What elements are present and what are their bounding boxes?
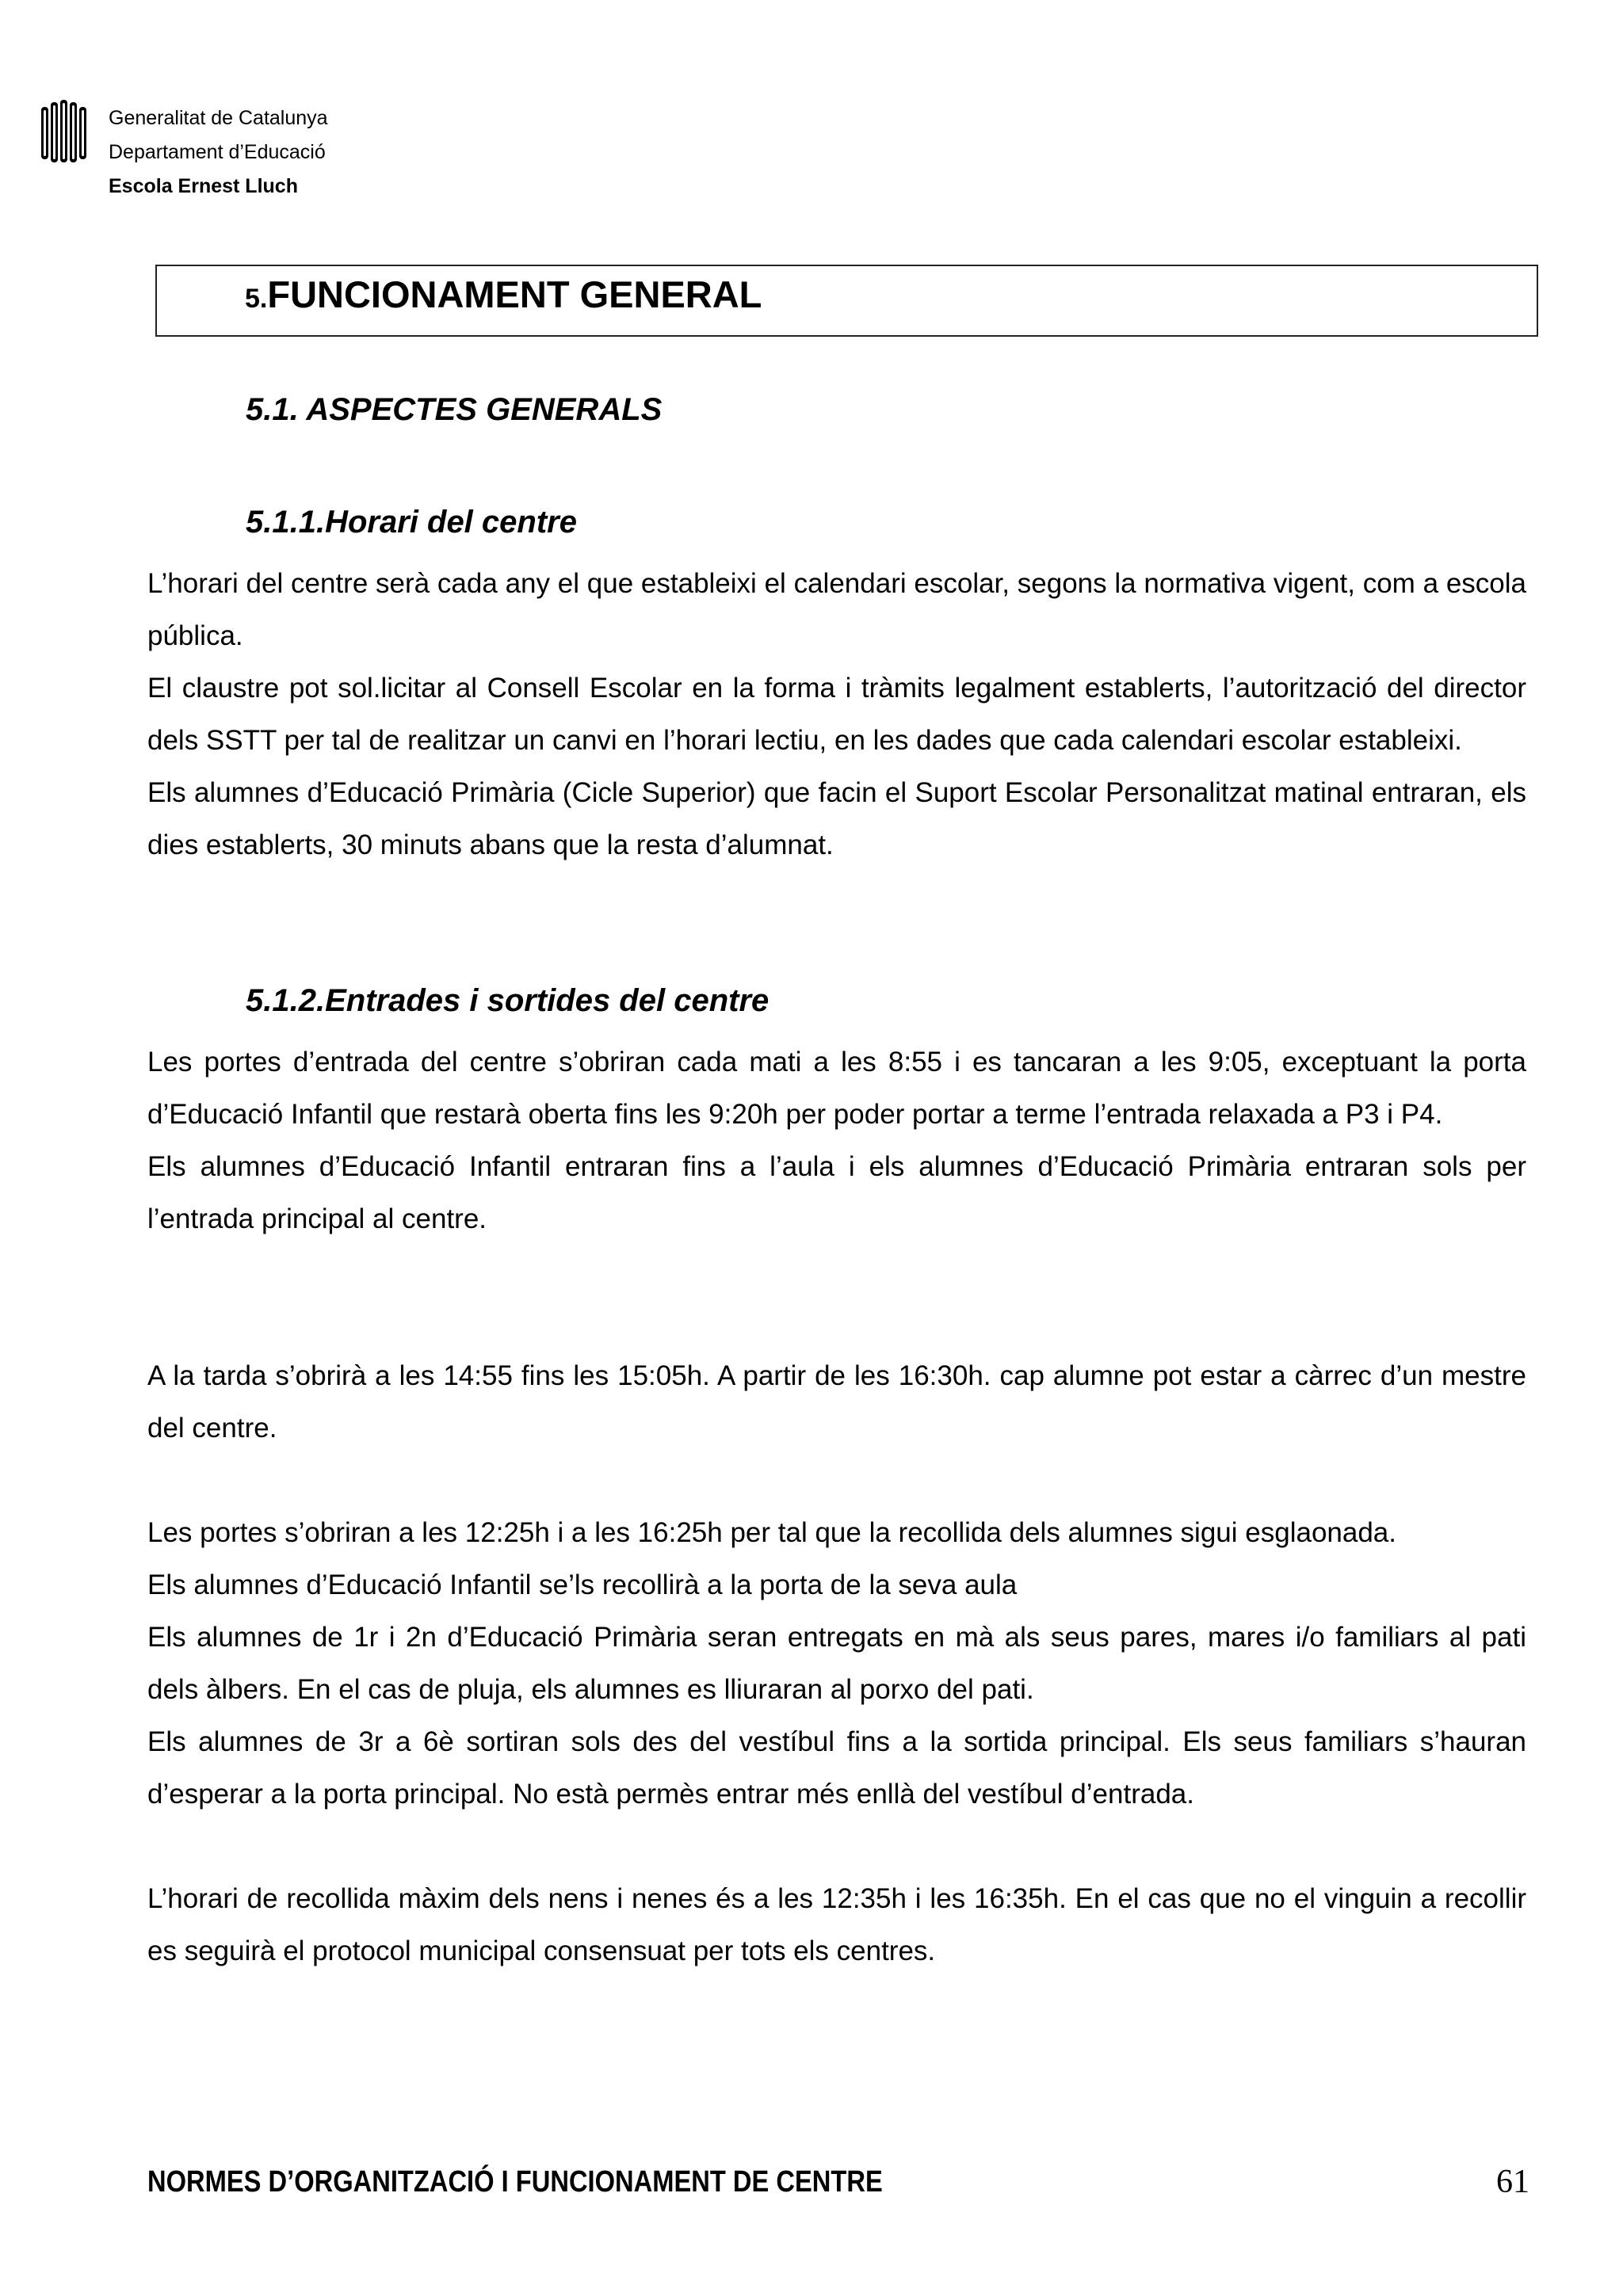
entrades-block-3 <box>147 1507 1526 1821</box>
entrades-block-1 <box>147 1036 1526 1245</box>
generalitat-catalunya-logo-icon <box>35 96 92 164</box>
paragraph: L’horari de recollida màxim dels nens i nenes és a les 12:35h i les 16:35h. En el cas que no el vinguin a recollir es seguirà el protocol municipal consensuat per tots els centres. <box>147 1883 1526 1966</box>
entrades-block-2 <box>147 1350 1526 1455</box>
header-department: Departament d’Educació <box>109 141 326 163</box>
header-organization: Generalitat de Catalunya <box>109 107 328 129</box>
footer-page-number: 61 <box>1496 2164 1529 2200</box>
paragraph: El claustre pot sol.licitar al Consell Escolar en la forma i tràmits legalment establerts, l’autorització del director dels SSTT per tal de realitzar un canvi en l’horari lectiu, en les dades que cada calendari escolar estableixi. <box>147 673 1526 756</box>
horari-paragraphs <box>147 558 1526 871</box>
entrades-block-4 <box>147 1873 1526 1978</box>
paragraph: Les portes d’entrada del centre s’obriran cada mati a les 8:55 i es tancaran a les 9:05, exceptuant la porta d’Educació Infantil que restarà oberta fins les 9:20h per poder portar a terme l’entrada relaxada a P3 i P4. <box>147 1047 1526 1130</box>
chapter-number: 5. <box>245 284 268 314</box>
paragraph: Els alumnes de 1r i 2n d’Educació Primària seran entregats en mà als seus pares, mares i/o familiars al pati dels àlbers. En el cas de pluja, els alumnes es lliuraran al porxo del pati. <box>147 1622 1526 1705</box>
subsection-heading-entrades: 5.1.2.Entrades i sortides del centre <box>246 983 769 1018</box>
chapter-title-text: FUNCIONAMENT GENERAL <box>267 273 762 315</box>
section-heading: 5.1. ASPECTES GENERALS <box>246 392 663 427</box>
chapter-title <box>245 271 762 322</box>
paragraph: Els alumnes d’Educació Primària (Cicle Superior) que facin el Suport Escolar Personalitzat matinal entraran, els dies establerts, 30 minuts abans que la resta d’alumnat. <box>147 777 1526 860</box>
paragraph: L’horari del centre serà cada any el que estableixi el calendari escolar, segons la normativa vigent, com a escola pública. <box>147 568 1526 651</box>
subsection-heading-horari: 5.1.1.Horari del centre <box>246 505 577 540</box>
page-header <box>35 93 510 204</box>
paragraph: Els alumnes d’Educació Infantil se’ls recollirà a la porta de la seva aula <box>147 1569 1018 1600</box>
chapter-title-box <box>155 265 1538 337</box>
paragraph: Els alumnes de 3r a 6è sortiran sols des del vestíbul fins a la sortida principal. Els seus familiars s’hauran d’esperar a la porta principal. No està permès entrar més enllà del vestíbul d’entrada. <box>147 1726 1526 1810</box>
paragraph: Els alumnes d’Educació Infantil entraran fins a l’aula i els alumnes d’Educació Primària entraran sols per l’entrada principal al centre. <box>147 1151 1526 1234</box>
paragraph: Les portes s’obriran a les 12:25h i a les 16:25h per tal que la recollida dels alumnes sigui esglaonada. <box>147 1517 1396 1548</box>
footer-document-title: NORMES D’ORGANITZACIÓ I FUNCIONAMENT DE CENTRE <box>147 2165 883 2199</box>
paragraph: A la tarda s’obrirà a les 14:55 fins les 15:05h. A partir de les 16:30h. cap alumne pot estar a càrrec d’un mestre del centre. <box>147 1360 1526 1444</box>
header-school-name: Escola Ernest Lluch <box>109 175 298 197</box>
